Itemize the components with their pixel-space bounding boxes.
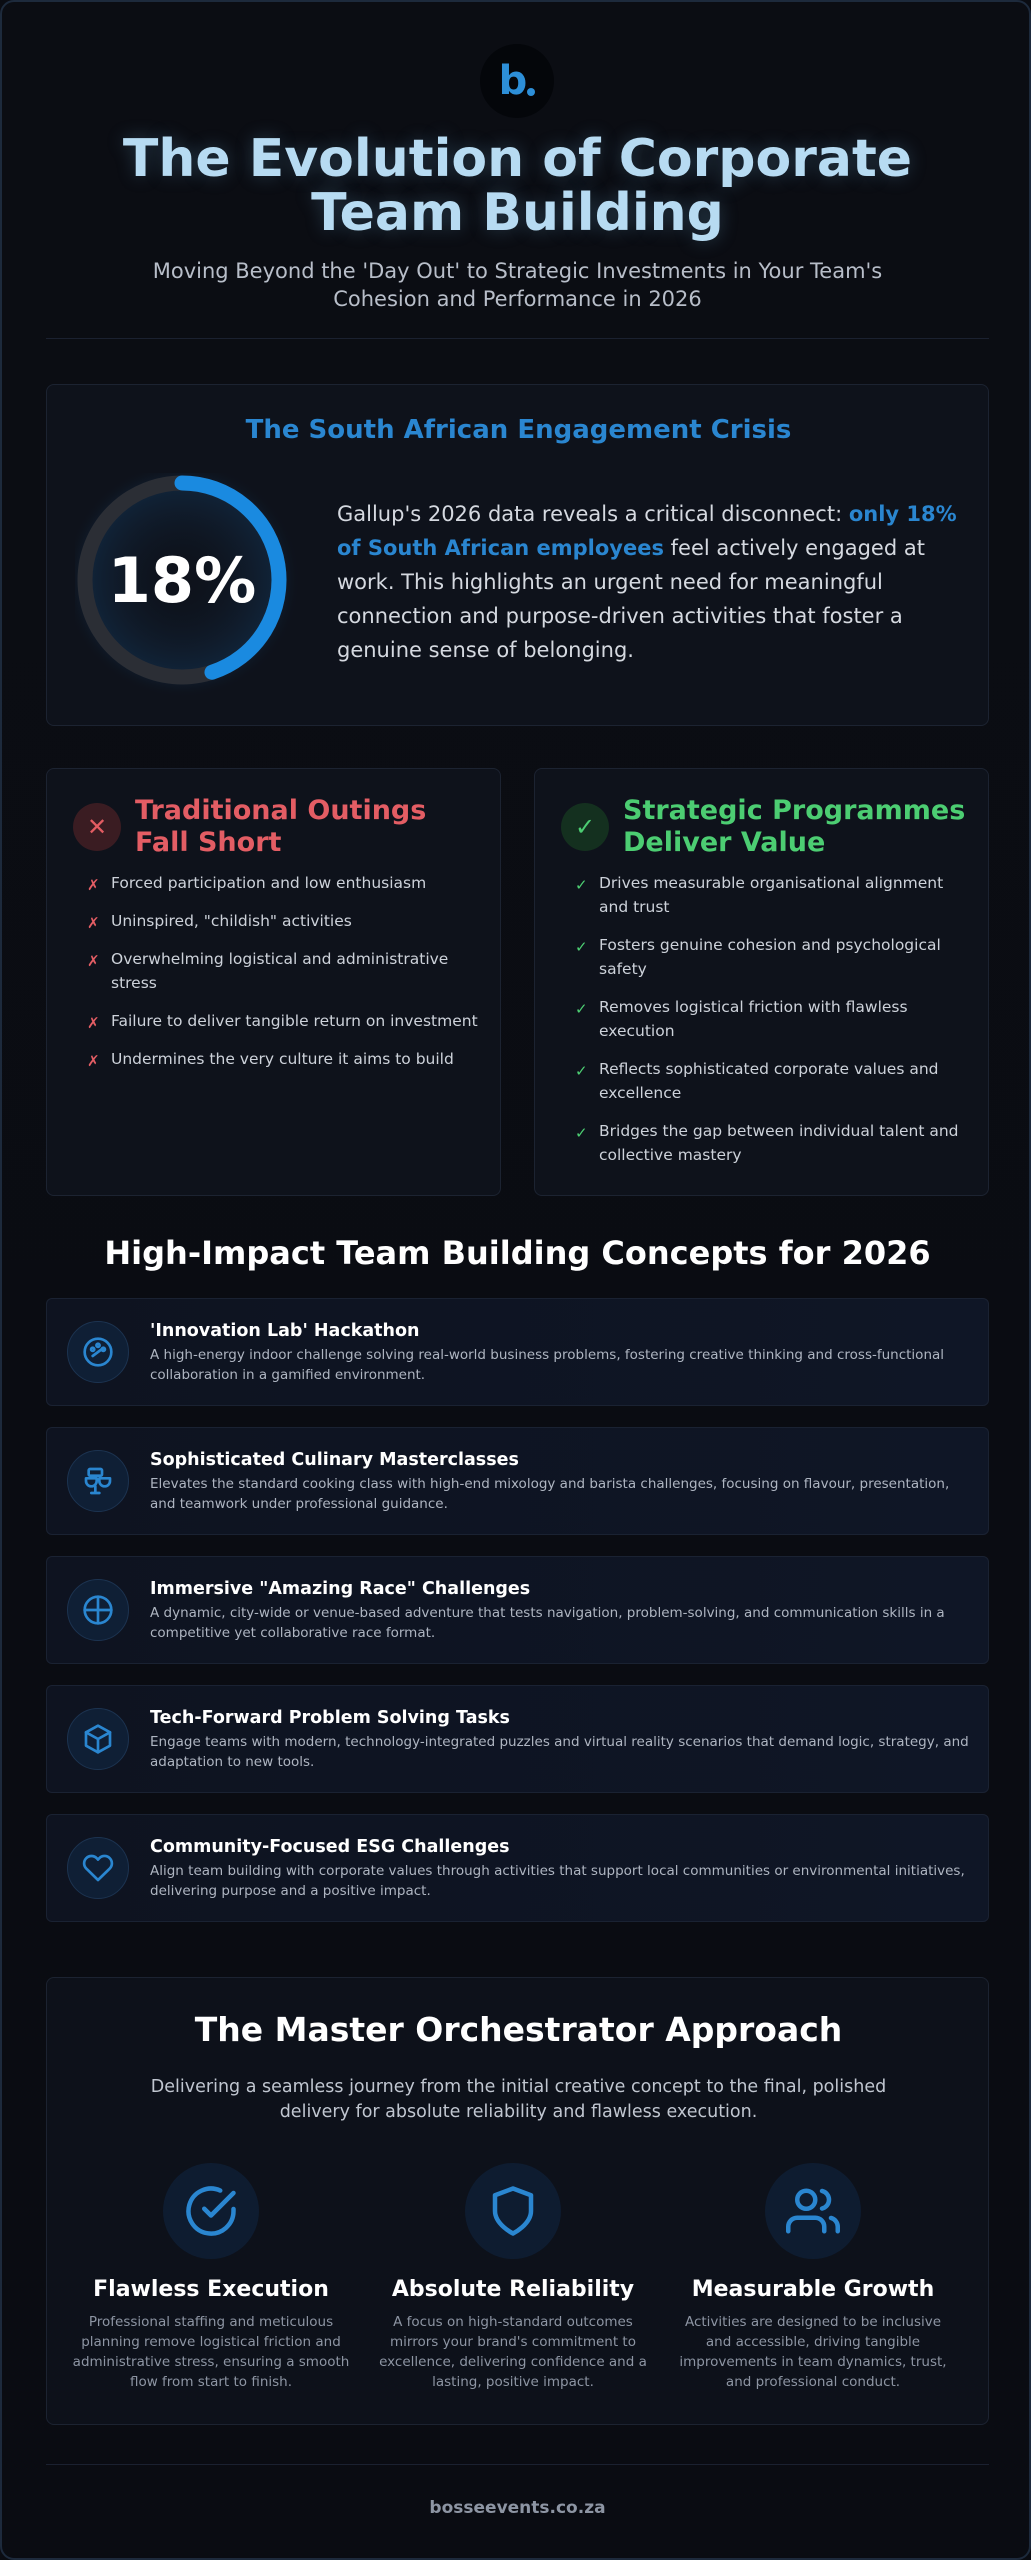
x-mark-icon: ✗ xyxy=(87,952,100,970)
crisis-text-after: feel actively engaged at work. This highlights an urgent need for meaningful connection and purpose-driven activities that foster a genuine sense of belonging. xyxy=(337,536,925,662)
x-mark-icon: ✗ xyxy=(87,1052,100,1070)
orchestrator-desc: Delivering a seamless journey from the initial creative concept to the final, polished delivery for absolute reliability and flawless execution. xyxy=(150,2077,887,2122)
concept-title: Community-Focused ESG Challenges xyxy=(150,1837,510,1857)
list-item: ✗ Undermines the very culture it aims to build xyxy=(87,1047,487,1071)
concept-desc: Elevates the standard cooking class with high-end mixology and barista challenges, focusing on flavour, presentation, and teamwork under professional guidance. xyxy=(150,1476,950,1512)
palette-icon xyxy=(67,1321,129,1383)
strategic-title: Strategic Programmes Deliver Value xyxy=(623,795,966,858)
traditional-outings-panel xyxy=(46,768,501,1196)
header-divider xyxy=(46,338,989,339)
concept-desc: Engage teams with modern, technology-integrated puzzles and virtual reality scenarios that demand logic, strategy, and adaptation to new tools. xyxy=(150,1734,969,1770)
concept-card xyxy=(46,1685,989,1793)
check-circle-icon xyxy=(163,2163,259,2259)
crisis-text xyxy=(337,497,957,667)
concept-card xyxy=(46,1298,989,1406)
footer-url[interactable]: bosseevents.co.za xyxy=(429,2498,606,2518)
pillar-flawless-execution xyxy=(61,2163,361,2392)
culinary-icon xyxy=(67,1450,129,1512)
shield-icon xyxy=(465,2163,561,2259)
concept-card xyxy=(46,1427,989,1535)
pillar-desc: Professional staffing and meticulous planning remove logistical friction and administrative stress, ensuring a smooth flow from start to finish. xyxy=(72,2314,350,2390)
list-item: ✓ Drives measurable organisational alignment and trust xyxy=(575,874,944,916)
list-item: ✓ Bridges the gap between individual talent and collective mastery xyxy=(575,1122,959,1164)
cube-icon xyxy=(67,1708,129,1770)
page-title: The Evolution of Corporate Team Building xyxy=(122,129,913,243)
tick-icon: ✓ xyxy=(575,876,588,894)
tick-icon: ✓ xyxy=(575,1000,588,1018)
pillar-title: Absolute Reliability xyxy=(391,2277,635,2302)
concepts-title: High-Impact Team Building Concepts for 2026 xyxy=(104,1234,931,1272)
list-item: ✓ Removes logistical friction with flawless execution xyxy=(575,998,908,1040)
concept-title: 'Innovation Lab' Hackathon xyxy=(150,1321,420,1341)
traditional-title: Traditional Outings Fall Short xyxy=(135,795,427,858)
pillar-desc: A focus on high-standard outcomes mirrors your brand's commitment to excellence, delivering confidence and a lasting, positive impact. xyxy=(379,2314,647,2390)
pillar-desc: Activities are designed to be inclusive and accessible, driving tangible improvements in team dynamics, trust, and professional conduct. xyxy=(679,2314,947,2390)
crisis-text-before: Gallup's 2026 data reveals a critical disconnect: xyxy=(337,502,849,526)
page-subtitle: Moving Beyond the 'Day Out' to Strategic Investments in Your Team's Cohesion and Performance in 2026 xyxy=(152,259,883,311)
list-item: ✗ Uninspired, "childish" activities xyxy=(87,909,487,933)
logo-letter: b xyxy=(498,58,526,104)
concept-card xyxy=(46,1556,989,1664)
logo-dot xyxy=(527,88,535,96)
heart-icon xyxy=(67,1837,129,1899)
pillar-absolute-reliability xyxy=(363,2163,663,2392)
cross-icon: ✕ xyxy=(73,803,121,851)
footer-divider xyxy=(46,2464,989,2465)
concept-title: Sophisticated Culinary Masterclasses xyxy=(150,1450,519,1470)
concept-card xyxy=(46,1814,989,1922)
brand-logo xyxy=(480,44,554,118)
x-mark-icon: ✗ xyxy=(87,914,100,932)
check-icon: ✓ xyxy=(561,803,609,851)
pillar-title: Flawless Execution xyxy=(93,2277,329,2302)
concept-desc: Align team building with corporate values through activities that support local communities or environmental initiatives, delivering purpose and a positive impact. xyxy=(150,1863,965,1899)
traditional-list xyxy=(87,871,487,1085)
concept-desc: A dynamic, city-wide or venue-based adventure that tests navigation, problem-solving, and communication skills in a competitive yet collaborative race format. xyxy=(150,1605,945,1641)
pillar-measurable-growth xyxy=(663,2163,963,2392)
list-item: ✗ Overwhelming logistical and administrative stress xyxy=(87,950,449,992)
list-item: ✓ Fosters genuine cohesion and psychological safety xyxy=(575,936,941,978)
x-mark-icon: ✗ xyxy=(87,1014,100,1032)
users-icon xyxy=(765,2163,861,2259)
engagement-crisis-panel xyxy=(46,384,989,726)
orchestrator-panel xyxy=(46,1977,989,2425)
strategic-programmes-panel xyxy=(534,768,989,1196)
x-mark-icon: ✗ xyxy=(87,876,100,894)
tick-icon: ✓ xyxy=(575,938,588,956)
tick-icon: ✓ xyxy=(575,1124,588,1142)
strategic-list xyxy=(575,871,975,1181)
pillar-title: Measurable Growth xyxy=(691,2277,935,2302)
list-item: ✗ Forced participation and low enthusiasm xyxy=(87,871,487,895)
list-item: ✗ Failure to deliver tangible return on investment xyxy=(87,1009,487,1033)
tick-icon: ✓ xyxy=(575,1062,588,1080)
concept-title: Immersive "Amazing Race" Challenges xyxy=(150,1579,531,1599)
crisis-text-highlight: only 18% of South African employees xyxy=(337,502,957,560)
concept-title: Tech-Forward Problem Solving Tasks xyxy=(150,1708,510,1728)
crisis-title: The South African Engagement Crisis xyxy=(245,415,792,445)
orchestrator-title: The Master Orchestrator Approach xyxy=(194,2010,843,2049)
gauge-value: 18% xyxy=(107,543,257,617)
list-item: ✓ Reflects sophisticated corporate values and excellence xyxy=(575,1060,939,1102)
compass-icon xyxy=(67,1579,129,1641)
concept-desc: A high-energy indoor challenge solving real-world business problems, fostering creative thinking and cross-functional collaboration in a gamified environment. xyxy=(150,1347,945,1383)
